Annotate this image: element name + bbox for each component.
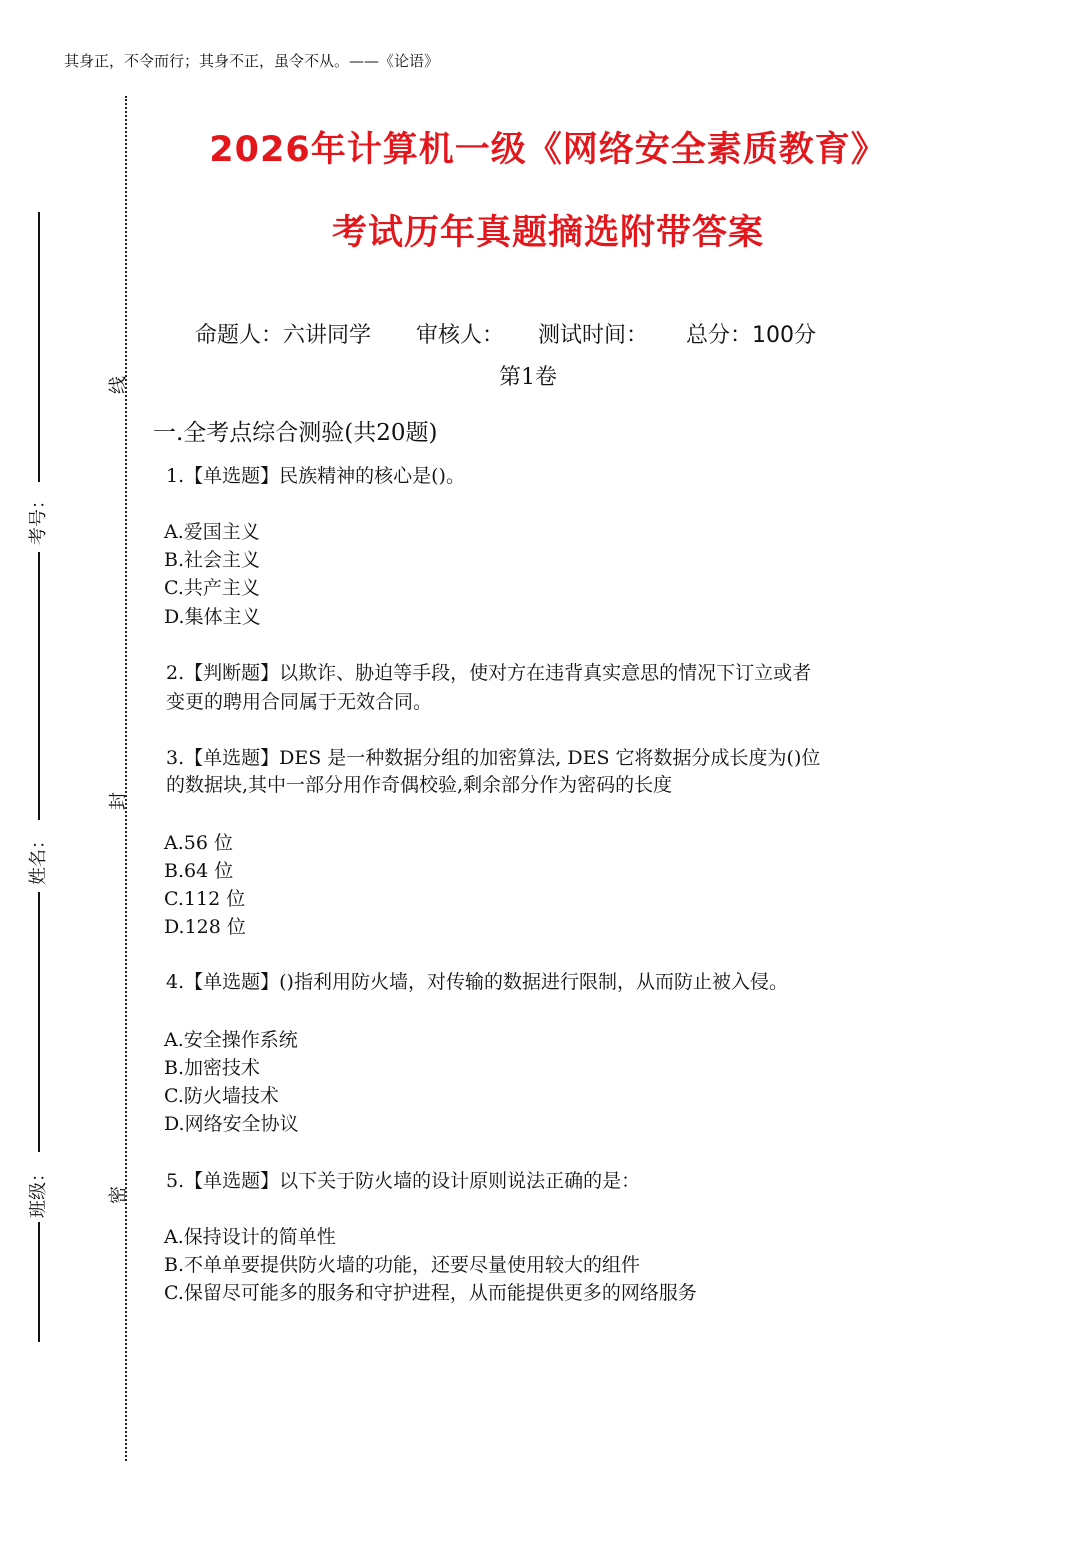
question-3-option: C.112 位 [164,888,246,910]
name-label: 姓名： [28,831,49,885]
question-4-option: B.加密技术 [164,1057,261,1079]
seal-seal-char: 封 [108,792,129,810]
volume: 第1卷 [499,365,557,390]
seal-secret-char: 密 [108,1186,129,1204]
test-time: 测试时间： [538,323,649,348]
question-2-stem-cont: 变更的聘用合同属于无效合同。 [166,691,433,713]
question-5-option: C.保留尽可能多的服务和守护进程，从而能提供更多的网络服务 [164,1282,697,1304]
reviewer: 审核人： [416,323,505,348]
exam-no-label: 考号： [28,491,49,545]
seal-dotted-line [125,96,127,1461]
question-3-stem: 3.【单选题】DES 是一种数据分组的加密算法, DES 它将数据分成长度为()位 [166,747,821,769]
header-quote: 其身正，不令而行；其身不正，虽令不从。——《论语》 [64,52,440,70]
question-3-option: A.56 位 [164,832,233,854]
total-score: 总分：100分 [686,323,816,348]
question-3-stem-cont: 的数据块,其中一部分用作奇偶校验,剩余部分作为密码的长度 [166,774,673,796]
author: 命题人：六讲同学 [195,323,372,348]
seal-line-char: 线 [108,376,129,394]
question-1-stem: 1.【单选题】民族精神的核心是()。 [166,465,465,487]
margin-line [38,552,40,820]
question-4-option: D.网络安全协议 [164,1113,299,1135]
question-5-option: A.保持设计的简单性 [164,1226,336,1248]
question-1-option: A.爱国主义 [164,521,260,543]
class-label: 班级： [28,1164,49,1218]
margin-line [38,212,40,482]
margin-line [38,1222,40,1342]
question-4-option: C.防火墙技术 [164,1085,279,1107]
section-heading: 一.全考点综合测验(共20题) [153,420,438,446]
question-2-stem: 2.【判断题】以欺诈、胁迫等手段，使对方在违背真实意思的情况下订立或者 [166,662,812,684]
question-5-option: B.不单单要提供防火墙的功能，还要尽量使用较大的组件 [164,1254,641,1276]
title-line-1: 2026年计算机一级《网络安全素质教育》 [209,130,887,170]
margin-line [38,892,40,1152]
question-1-option: C.共产主义 [164,577,260,599]
question-3-option: B.64 位 [164,860,234,882]
question-4-stem: 4.【单选题】()指利用防火墙，对传输的数据进行限制，从而防止被入侵。 [166,971,788,993]
title-line-2: 考试历年真题摘选附带答案 [331,213,764,253]
question-1-option: B.社会主义 [164,549,261,571]
question-1-option: D.集体主义 [164,606,261,628]
question-5-stem: 5.【单选题】以下关于防火墙的设计原则说法正确的是： [166,1170,641,1192]
question-4-option: A.安全操作系统 [164,1029,298,1051]
question-3-option: D.128 位 [164,916,246,938]
